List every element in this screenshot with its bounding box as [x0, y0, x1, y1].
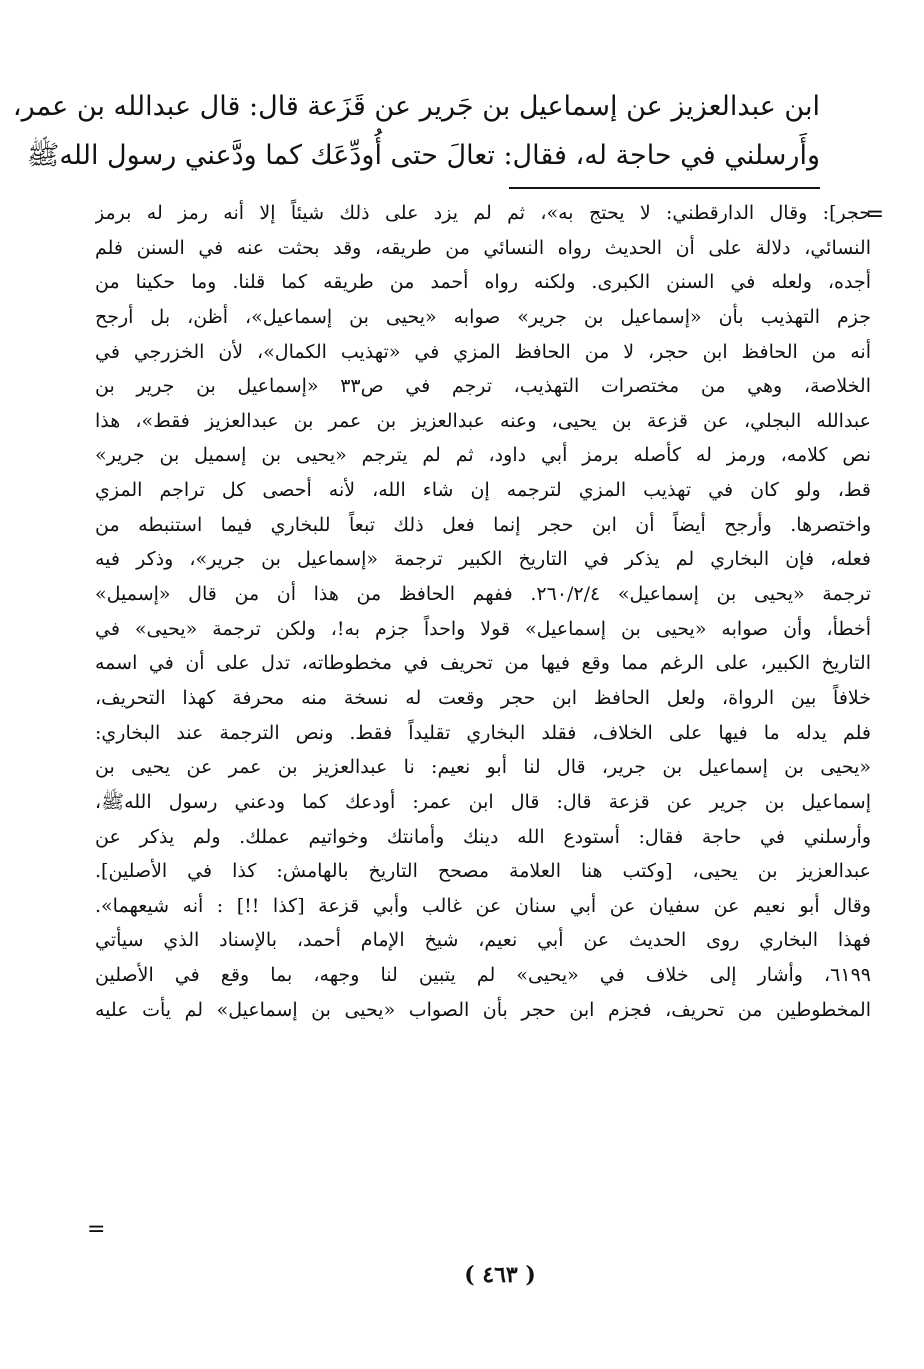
footnote-line: فعله، فإن البخاري لم يذكر في التاريخ الكبير ترجمة «إسماعيل بن جرير»، وذكر فيه [95, 548, 871, 571]
footnote-line: فهذا البخاري روى الحديث عن أبي نعيم، شيخ الإمام أحمد، بالإسناد الذي سيأتي [95, 929, 871, 952]
main-text-line: ابن عبدالعزيز عن إسماعيل بن جَرير عن قَزَعة قال: قال عبدالله بن عمر، [12, 91, 820, 122]
footnote-line: ٦١٩٩، وأشار إلى خلاف في «يحيى» لم يتبين لنا وجهه، بما وقع في الأصلين [95, 964, 871, 987]
footnote-line: خلافاً بين الرواة، ولعل الحافظ ابن حجر وقعت له نسخة منه محرفة كهذا التحريف، [95, 686, 871, 709]
footnote-line: «يحيى بن إسماعيل بن جرير، قال لنا أبو نعيم: نا عبدالعزيز بن عمر عن يحيى بن [95, 756, 871, 779]
footnote-line: نص كلامه، ورمز له كأصله برمز أبي داود، ثم لم يترجم «يحيى بن إسميل بن جرير» [95, 444, 871, 467]
footnote-line: واختصرها. وأرجح أيضاً أن ابن حجر إنما فعل ذلك تبعاً للبخاري فيما استنبطه من [95, 513, 871, 536]
footnote-line: أجده، ولعله في السنن الكبرى. ولكنه رواه أحمد من طريقه كما قلنا. وما حكينا من [95, 271, 871, 294]
footnote-line: التاريخ الكبير، على الرغم مما وقع فيها من تحريف في مخطوطاته، تدل على أن في اسمه [95, 652, 871, 675]
footnote-line: النسائي، دلالة على أن الحديث رواه النسائي من طريقه، وقد بحثت عنه في السنن فلم [95, 236, 871, 259]
footnote-line: حجر]: وقال الدارقطني: لا يحتج به»، ثم لم يزد على ذلك شيئاً إلا أنه رمز له برمز [95, 202, 871, 224]
footnote-line: وأرسلني في حاجة فقال: أستودع الله دينك وأمانتك وخواتيم عملك. ولم يذكر عن [95, 825, 871, 848]
footnote-line: أخطأ، وأن صوابه «يحيى بن إسماعيل» قولا واحداً جزم به!، ولكن ترجمة «يحيى» في [95, 617, 871, 640]
footnote-line: عبدالله البجلي، عن قزعة بن يحيى، وعنه عبدالعزيز بن عمر بن عبدالعزيز فقط»، هذا [95, 409, 871, 432]
footnote-line: فلم يدله ما فيها على الخلاف، فقلد البخاري تقليداً فقط. ونص الترجمة عند البخاري: [95, 721, 871, 744]
footnote-line: الخلاصة، وهي من مختصرات التهذيب، ترجم في ص٣٣ «إسماعيل بن جرير بن [95, 375, 871, 398]
footnote-line: جزم التهذيب بأن «إسماعيل بن جرير» صوابه «يحيى بن إسماعيل»، أظن، بل أرجح [95, 305, 871, 328]
footnote-line: قط، ولو كان في تهذيب المزي لترجمه إن شاء الله، لأنه أحصى كل تراجم المزي [95, 479, 871, 502]
main-text-line: وأَرسلني في حاجة له، فقال: تعالَ حتى أُودِّعَك كما ودَّعني رسول اللهﷺ [26, 140, 820, 171]
continuation-mark-top: = [865, 202, 884, 227]
footnote-line: ترجمة «يحيى بن إسماعيل» ٢٦٠/٢/٤. ففهم الحافظ من هذا أن من قال «إسميل» [95, 583, 871, 606]
main-text [12, 82, 820, 180]
footnote [95, 196, 871, 1027]
footnote-line: إسماعيل بن جرير عن قزعة قال: قال ابن عمر: أودعك كما ودعني رسول اللهﷺ، [95, 790, 871, 813]
footnote-line: عبدالعزيز بن يحيى، [وكتب هنا العلامة مصحح التاريخ بالهامش: كذا في الأصلين]. [95, 860, 871, 883]
footnote-line: المخطوطين من تحريف، فجزم ابن حجر بأن الصواب «يحيى بن إسماعيل» لم يأت عليه [95, 998, 871, 1021]
footnote-line: وقال أبو نعيم عن سفيان عن أبي سنان عن غالب وأبي قزعة [كذا !!] : أنه شيعهما». [95, 894, 871, 917]
continuation-mark-bottom: = [87, 1217, 106, 1242]
footnote-divider [509, 187, 820, 189]
page-number: ( ٤٦٣ ) [464, 1262, 536, 1288]
footnote-line: أنه من الحافظ ابن حجر، لا من الحافظ المزي في «تهذيب الكمال»، لأن الخزرجي في [95, 340, 871, 363]
